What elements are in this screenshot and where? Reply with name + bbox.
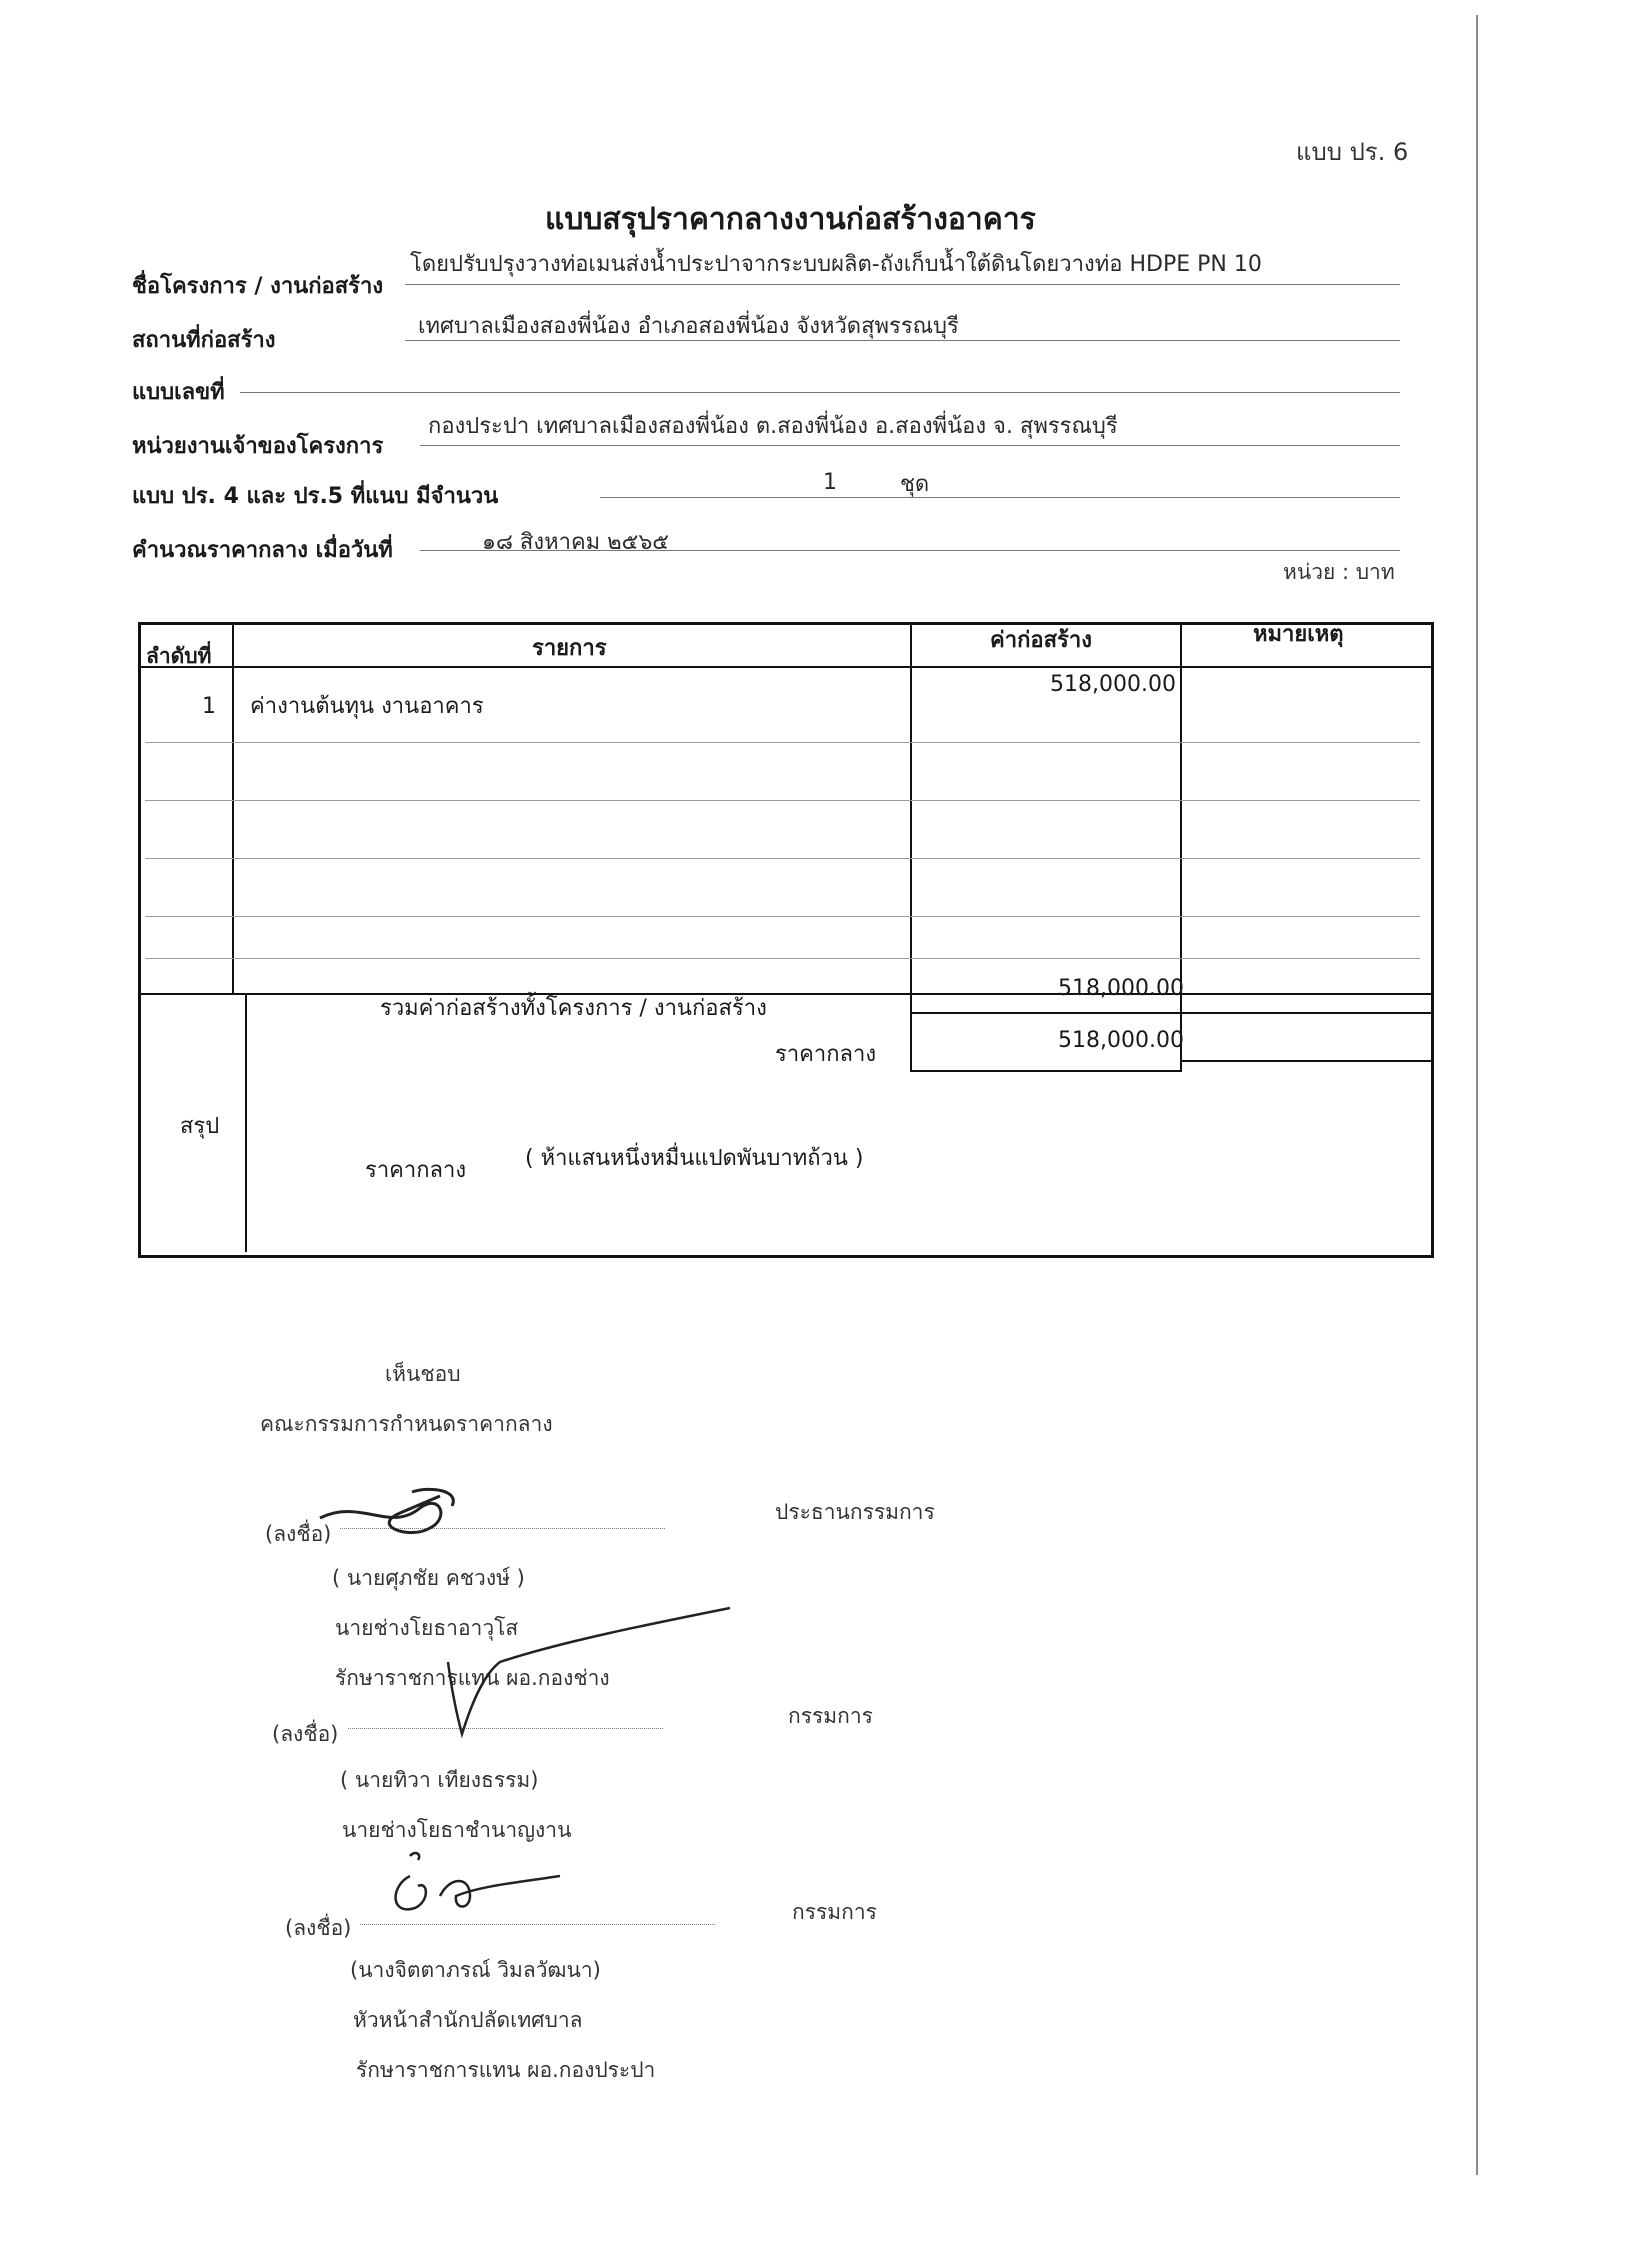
agree-text: เห็นชอบ: [385, 1362, 461, 1386]
forms-unit: ชุด: [900, 472, 930, 497]
calc-date-label: คำนวณราคากลาง เมื่อวันที่: [132, 538, 393, 563]
signer-3-sign-label: (ลงชื่อ): [285, 1916, 352, 1940]
signer-2-name: ( นายทิวา เทียงธรรม): [340, 1768, 539, 1792]
project-value: โดยปรับปรุงวางท่อเมนส่งน้ำประปาจากระบบผลิต-ถังเก็บน้ำใต้ดินโดยวางท่อ HDPE PN 10: [410, 252, 1262, 277]
median-value: 518,000.00: [1058, 1028, 1184, 1053]
row-line: [145, 916, 1420, 917]
unit-note: หน่วย : บาท: [1283, 560, 1395, 584]
signer-2-position: นายช่างโยธาชำนาญงาน: [342, 1818, 572, 1842]
row-1-cost: 518,000.00: [1050, 672, 1176, 697]
signer-1-role: ประธานกรรมการ: [775, 1500, 935, 1524]
median-label: ราคากลาง: [775, 1042, 877, 1067]
summary-label: สรุป: [180, 1114, 220, 1139]
row-line: [145, 858, 1420, 859]
median-words-label: ราคากลาง: [365, 1158, 467, 1183]
col-divider-no: [232, 622, 234, 994]
location-underline: [405, 340, 1400, 341]
total-row-divider: [910, 1012, 1431, 1014]
calc-date-underline: [420, 550, 1400, 551]
col-divider-summary: [245, 993, 247, 1252]
signer-1-signature: [300, 1478, 470, 1548]
committee-text: คณะกรรมการกำหนดราคากลาง: [260, 1412, 553, 1436]
location-value: เทศบาลเมืองสองพี่น้อง อำเภอสองพี่น้อง จังหวัดสุพรรณบุรี: [418, 314, 959, 339]
row-line: [145, 958, 1420, 959]
signer-2-role: กรรมการ: [788, 1704, 873, 1728]
row-line: [145, 800, 1420, 801]
owner-label: หน่วยงานเจ้าของโครงการ: [132, 434, 384, 459]
location-label: สถานที่ก่อสร้าง: [132, 328, 276, 353]
scan-edge-line: [1476, 15, 1478, 2175]
header-cost: ค่าก่อสร้าง: [990, 628, 1092, 653]
signer-3-signature: [370, 1846, 570, 1926]
owner-underline: [420, 445, 1400, 446]
row-1-no: 1: [202, 694, 216, 719]
forms-count: 1: [823, 470, 837, 495]
forms-label: แบบ ปร. 4 และ ปร.5 ที่แนบ มีจำนวน: [132, 484, 499, 509]
signer-3-position: หัวหน้าสำนักปลัดเทศบาล: [353, 2008, 583, 2032]
row-line: [145, 742, 1420, 743]
signer-2-signature: [440, 1602, 740, 1742]
drawing-no-label: แบบเลขที่: [132, 380, 225, 405]
total-value: 518,000.00: [1058, 976, 1184, 1001]
signer-1-name: ( นายศุภชัย คชวงษ์ ): [332, 1566, 525, 1590]
median-words: ( ห้าแสนหนึ่งหมื่นแปดพันบาทถ้วน ): [525, 1146, 864, 1171]
signer-3-name: (นางจิตตาภรณ์ วิมลวัฒนา): [350, 1958, 601, 1982]
project-label: ชื่อโครงการ / งานก่อสร้าง: [132, 274, 384, 299]
form-code: แบบ ปร. 6: [1296, 138, 1409, 166]
col-divider-item: [910, 622, 912, 1072]
signer-1-sign-label: (ลงชื่อ): [265, 1522, 332, 1546]
owner-value: กองประปา เทศบาลเมืองสองพี่น้อง ต.สองพี่น้อง อ.สองพี่น้อง จ. สุพรรณบุรี: [428, 414, 1118, 439]
table-body-divider: [138, 993, 1431, 995]
signer-2-sign-label: (ลงชื่อ): [272, 1722, 339, 1746]
document-title: แบบสรุปราคากลางงานก่อสร้างอาคาร: [545, 202, 1036, 237]
row-1-item: ค่างานต้นทุน งานอาคาร: [250, 694, 484, 719]
header-item: รายการ: [532, 636, 607, 661]
forms-underline: [600, 497, 1400, 498]
remark-summary-bottom: [1180, 1060, 1431, 1062]
signer-1-position: นายช่างโยธาอาวุโส: [335, 1616, 519, 1640]
calc-date-value: ๑๘ สิงหาคม ๒๕๖๕: [482, 530, 669, 555]
signer-1-acting: รักษาราชการแทน ผอ.กองช่าง: [335, 1666, 610, 1690]
drawing-no-underline: [240, 392, 1400, 393]
header-remark: หมายเหตุ: [1253, 622, 1344, 647]
col-divider-cost: [1180, 622, 1182, 1072]
header-no: ลำดับที่: [146, 644, 212, 668]
total-label: รวมค่าก่อสร้างทั้งโครงการ / งานก่อสร้าง: [380, 996, 767, 1021]
table-header-divider: [138, 666, 1431, 668]
project-underline: [405, 284, 1400, 285]
median-row-bottom: [910, 1070, 1182, 1072]
signer-3-role: กรรมการ: [792, 1900, 877, 1924]
signer-3-acting: รักษาราชการแทน ผอ.กองประปา: [356, 2058, 656, 2082]
